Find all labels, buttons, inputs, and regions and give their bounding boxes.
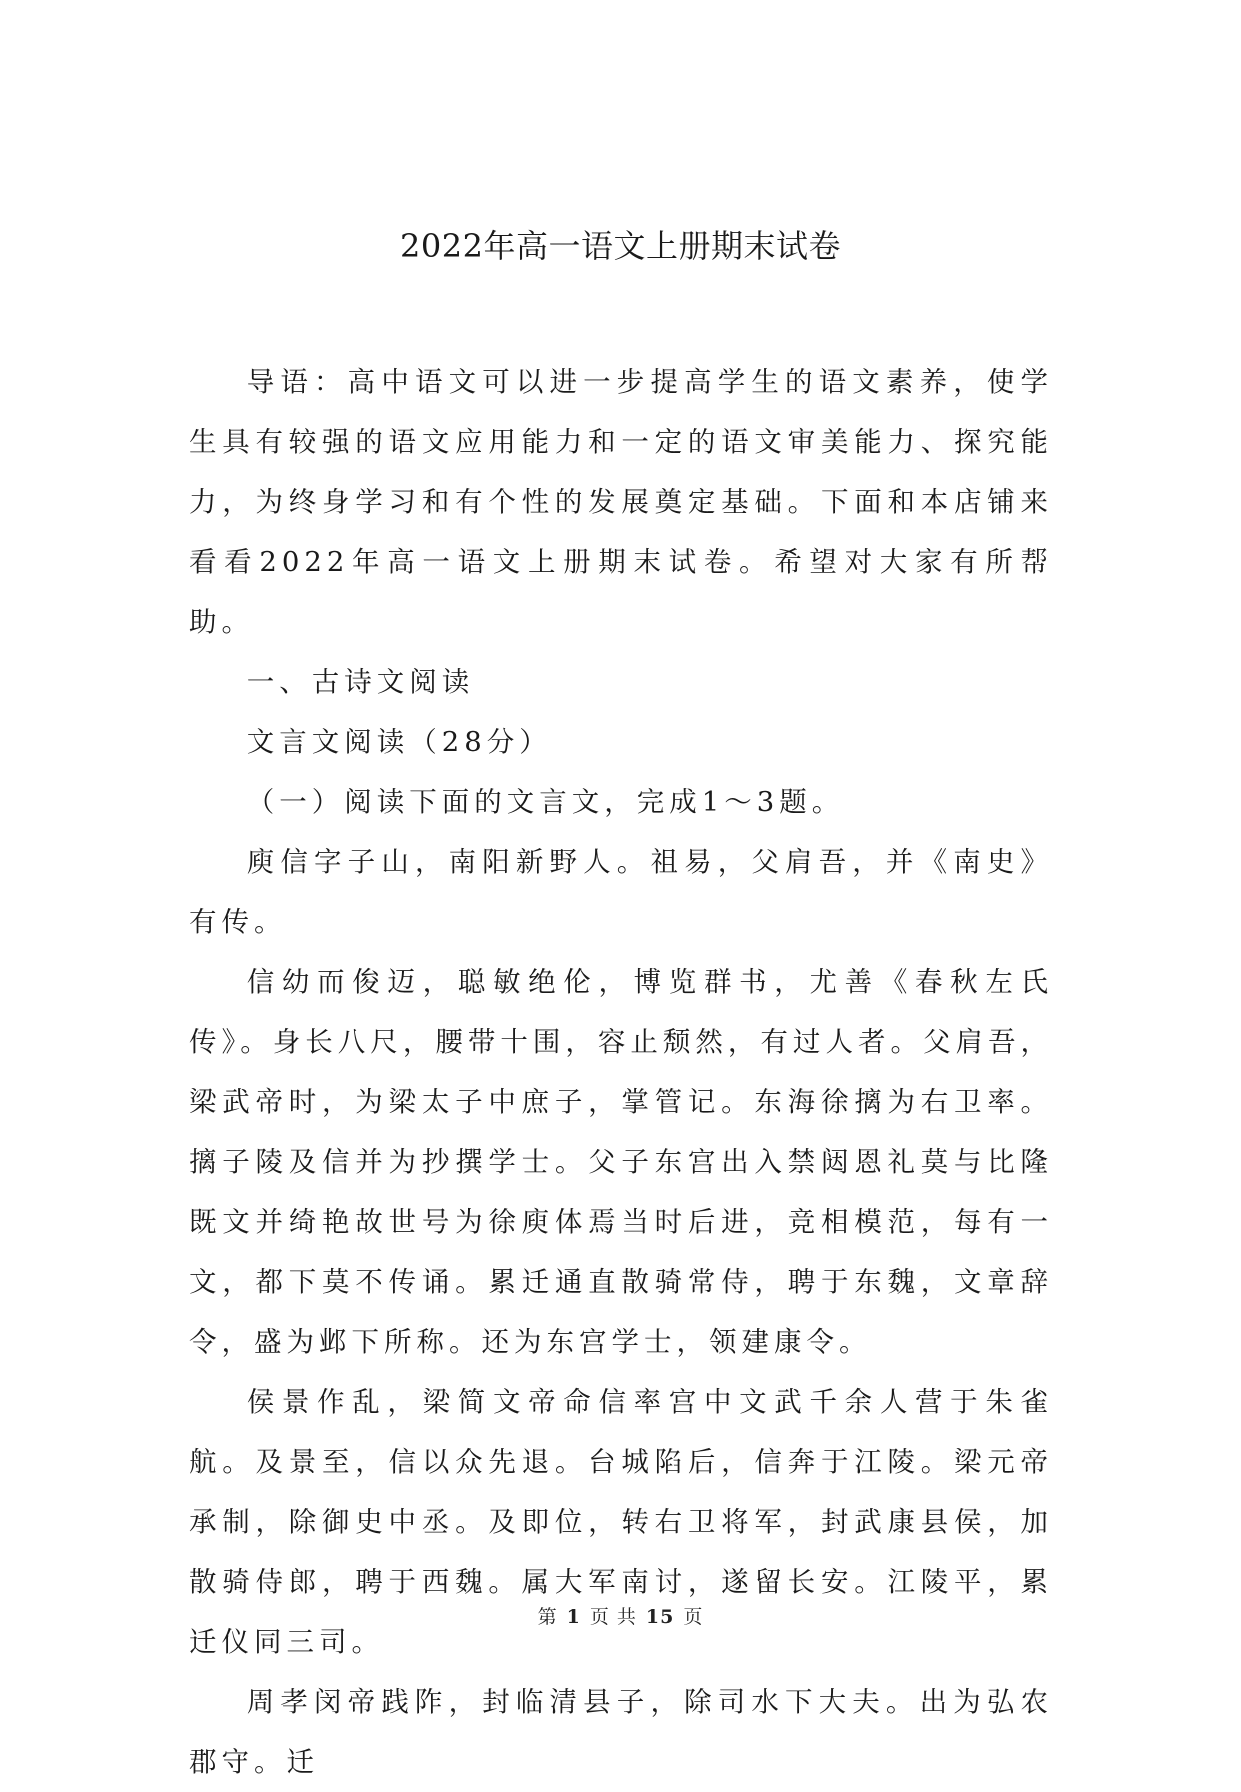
question-instruction: （一）阅读下面的文言文，完成1～3题。 <box>246 786 845 818</box>
section-heading-ancient-poetry: 一、古诗文阅读 <box>246 666 475 698</box>
footer-total-pages: 15 <box>645 1606 675 1628</box>
passage-paragraph: 信幼而俊迈，聪敏绝伦，博览群书，尤善《春秋左氏传》。身长八尺，腰带十围，容止颓然，有过人者。父肩吾，梁武帝时，为梁太子中庶子，掌管记。东海徐摛为右卫率。摛子陵及信并为抄撰学士。父子东宫出入禁闼恩礼莫与比隆既文并绮艳故世号为徐庾体焉当时后进，竞相模范，每有一文，都下莫不传诵。累迁通直散骑常侍，聘于东魏，文章辞令，盛为邺下所称。还为东宫学士，领建康令。 <box>189 966 1053 1358</box>
footer-prefix: 第 <box>537 1606 558 1628</box>
page-footer <box>0 1604 1241 1630</box>
paragraph-intro: 导语：高中语文可以进一步提高学生的语文素养，使学生具有较强的语文应用能力和一定的语文审美能力、探究能力，为终身学习和有个性的发展奠定基础。下面和本店铺来看看2022年高一语文上册期末试卷。希望对大家有所帮助。 <box>189 366 1053 638</box>
passage-paragraph: 周孝闵帝践阼，封临清县子，除司水下大夫。出为弘农郡守。迁 <box>189 1686 1053 1778</box>
passage-paragraph: 庾信字子山，南阳新野人。祖易，父肩吾，并《南史》有传。 <box>189 846 1053 938</box>
document-body <box>189 352 1053 1792</box>
passage-paragraph: 侯景作乱，梁简文帝命信率宫中文武千余人营于朱雀航。及景至，信以众先退。台城陷后，信奔于江陵。梁元帝承制，除御史中丞。及即位，转右卫将军，封武康县侯，加散骑侍郎，聘于西魏。属大军南讨，遂留长安。江陵平，累迁仪同三司。 <box>189 1386 1053 1658</box>
document-title: 2022年高一语文上册期末试卷 <box>400 227 841 265</box>
footer-middle: 页 共 <box>589 1606 637 1628</box>
footer-suffix: 页 <box>683 1606 704 1628</box>
subsection-heading-classical-reading: 文言文阅读（28分） <box>246 726 552 758</box>
footer-page-number: 1 <box>566 1606 581 1628</box>
